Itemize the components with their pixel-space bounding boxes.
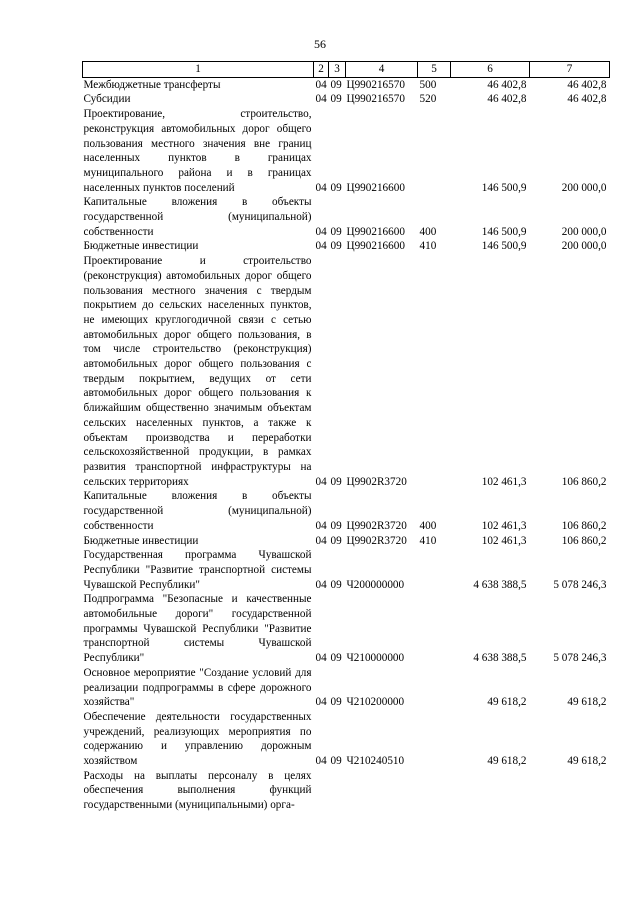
row-subsection: 09 [330, 755, 342, 768]
table-row [83, 77, 610, 92]
table-body [83, 77, 610, 813]
row-section: 04 [315, 225, 327, 238]
row-amount-year2: 106 860,2 [561, 519, 607, 532]
row-target-code: Ц9902R3720 [346, 475, 407, 488]
row-section: 04 [315, 534, 327, 547]
row-target-code: Ц9902R3720 [346, 534, 407, 547]
table-row [83, 489, 610, 533]
table-header [83, 62, 610, 78]
table-row [83, 592, 610, 666]
row-subsection: 09 [330, 534, 342, 547]
row-name: Проектирование, строительство, реконструкция автомобильных дорог общего пользования местного значения вне границ населенных пунктов в границах муниципального района и в границах населенных пунктов поселений [83, 108, 312, 194]
row-expense-type [418, 769, 451, 813]
row-amount-year1: 102 461,3 [481, 519, 527, 532]
row-expense-type: 410 [419, 240, 437, 253]
row-section [314, 769, 329, 813]
row-subsection: 09 [330, 519, 342, 532]
row-section: 04 [315, 652, 327, 665]
table-row [83, 534, 610, 549]
row-amount-year2: 49 618,2 [567, 755, 607, 768]
row-target-code: Ц990216600 [346, 181, 405, 194]
row-amount-year1: 146 500,9 [481, 240, 527, 253]
table-row [83, 107, 610, 195]
row-amount-year2: 5 078 246,3 [553, 578, 607, 591]
row-amount-year1: 102 461,3 [481, 475, 527, 488]
row-target-code: Ц9902R3720 [346, 519, 407, 532]
row-amount-year1: 4 638 388,5 [473, 578, 527, 591]
header-col-5: 5 [418, 62, 451, 78]
row-expense-type [418, 666, 451, 710]
row-amount-year1: 146 500,9 [481, 225, 527, 238]
row-amount-year2: 46 402,8 [567, 78, 607, 91]
row-expense-type [418, 254, 451, 489]
page-number: 56 [314, 37, 326, 51]
row-subsection: 09 [330, 240, 342, 253]
row-name: Основное мероприятие "Создание условий для реализации подпрограммы в сфере дорожного хозяйства" [83, 666, 312, 709]
row-name: Обеспечение деятельности государственных учреждений, реализующих мероприятия по содержанию и управлению дорожным хозяйством [83, 710, 312, 768]
row-amount-year1: 102 461,3 [481, 534, 527, 547]
row-name: Государственная программа Чувашской Республики "Развитие транспортной системы Чувашской Республики" [83, 549, 312, 591]
row-expense-type: 410 [419, 534, 437, 547]
row-target-code: Ц990216600 [346, 225, 405, 238]
row-expense-type: 400 [419, 225, 437, 238]
row-amount-year2: 106 860,2 [561, 534, 607, 547]
table-row [83, 254, 610, 489]
row-subsection: 09 [330, 93, 342, 106]
row-amount-year1: 146 500,9 [481, 181, 527, 194]
row-amount-year1: 49 618,2 [487, 755, 527, 768]
row-section: 04 [315, 240, 327, 253]
row-amount-year2 [530, 769, 610, 813]
row-section: 04 [315, 78, 327, 91]
row-section: 04 [315, 578, 327, 591]
header-col-7: 7 [530, 62, 610, 78]
row-name: Капитальные вложения в объекты государственной (муниципальной) собственности [83, 196, 312, 238]
row-amount-year2: 106 860,2 [561, 475, 607, 488]
row-section: 04 [315, 181, 327, 194]
row-expense-type [418, 592, 451, 666]
row-expense-type: 520 [419, 93, 437, 106]
row-subsection: 09 [330, 696, 342, 709]
table-row [83, 548, 610, 592]
row-subsection: 09 [330, 78, 342, 91]
row-target-code: Ц990216600 [346, 240, 405, 253]
row-name: Подпрограмма "Безопасные и качественные автомобильные дороги" государственной программы Чувашской Республики "Развитие транспортной системы Чувашской Республики" [83, 593, 312, 665]
header-col-3: 3 [329, 62, 346, 78]
row-subsection: 09 [330, 652, 342, 665]
row-amount-year2: 200 000,0 [561, 240, 607, 253]
row-subsection: 09 [330, 475, 342, 488]
row-name: Капитальные вложения в объекты государственной (муниципальной) собственности [83, 490, 312, 532]
budget-table [82, 61, 610, 813]
header-col-6: 6 [451, 62, 530, 78]
row-target-code: Ч210240510 [346, 755, 405, 768]
table-row [83, 710, 610, 769]
row-name: Субсидии [83, 93, 131, 106]
row-name: Межбюджетные трансферты [83, 78, 221, 91]
row-name: Бюджетные инвестиции [83, 240, 199, 253]
row-target-code: Ч210000000 [346, 652, 405, 665]
row-subsection: 09 [330, 181, 342, 194]
row-amount-year1 [451, 769, 530, 813]
header-col-4: 4 [346, 62, 418, 78]
row-section: 04 [315, 755, 327, 768]
row-name: Проектирование и строительство (реконструкция) автомобильных дорог общего пользования местного значения с твердым покрытием до сельских населенных пунктов, не имеющих круглогодичной связи с сетью автомобильных дорог общего пользования, в том числе строительство (реконструкция) автомобильных дорог общего пользования с твердым покрытием, ведущих от сети автомобильных дорог общего пользования к ближайшим общественно значимым объектам сельских населенных пунктов, а также к объектам производства и переработки сельскохозяйственной продукции, в рамках развития транспортной инфраструктуры на сельских территориях [83, 255, 312, 488]
row-expense-type: 500 [419, 78, 437, 91]
row-target-code: Ц990216570 [346, 78, 405, 91]
table-row [83, 92, 610, 107]
table-row [83, 666, 610, 710]
row-name: Бюджетные инвестиции [83, 534, 199, 547]
table-row [83, 239, 610, 254]
row-amount-year2: 49 618,2 [567, 696, 607, 709]
row-amount-year1: 49 618,2 [487, 696, 527, 709]
row-subsection: 09 [330, 578, 342, 591]
row-subsection [329, 769, 346, 813]
row-target-code [346, 769, 418, 813]
row-expense-type [418, 710, 451, 769]
row-target-code: Ч210200000 [346, 696, 405, 709]
row-name: Расходы на выплаты персоналу в целях обеспечения выполнения функций государственными (муниципальными) орга- [83, 769, 312, 812]
row-target-code: Ч200000000 [346, 578, 405, 591]
header-row [83, 62, 610, 78]
row-target-code: Ц990216570 [346, 93, 405, 106]
row-section: 04 [315, 696, 327, 709]
row-expense-type [418, 548, 451, 592]
row-section: 04 [315, 93, 327, 106]
table-row [83, 769, 610, 813]
row-amount-year2: 46 402,8 [567, 93, 607, 106]
row-amount-year2: 200 000,0 [561, 181, 607, 194]
header-col-1: 1 [83, 62, 314, 78]
row-expense-type: 400 [419, 519, 437, 532]
row-expense-type [418, 107, 451, 195]
row-amount-year2: 200 000,0 [561, 225, 607, 238]
row-amount-year1: 4 638 388,5 [473, 652, 527, 665]
row-amount-year1: 46 402,8 [487, 78, 527, 91]
row-amount-year1: 46 402,8 [487, 93, 527, 106]
header-col-2: 2 [314, 62, 329, 78]
row-subsection: 09 [330, 225, 342, 238]
table-row [83, 195, 610, 239]
row-amount-year2: 5 078 246,3 [553, 652, 607, 665]
row-section: 04 [315, 475, 327, 488]
row-section: 04 [315, 519, 327, 532]
